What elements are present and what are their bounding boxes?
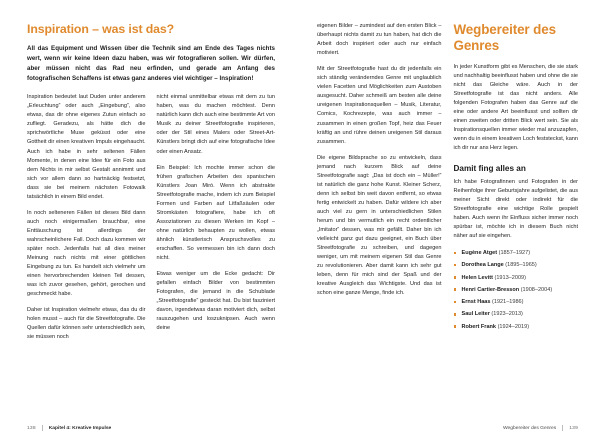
square-bullet-icon: [454, 264, 457, 267]
list-item: [454, 311, 579, 317]
page-number: 139: [569, 425, 578, 431]
footer-section-label: Wegbereiter des Genres: [503, 425, 557, 431]
page-number: 138: [27, 425, 36, 431]
pioneer-name: Dorothea Lange: [461, 262, 504, 269]
footer-left: [27, 425, 111, 431]
footer-chapter-label: Kapitel 4: Kreative Impulse: [48, 425, 112, 431]
paragraph: Etwas weniger um die Ecke gedacht: Dir gefallen einfach Bilder von bestimmten Fotografen, die jemand in die Schublade „Streetfotografie“ gesteckt hat. Du bist fasziniert davon, irgendetwas daran motiviert dich, selbst rauszugehen und loszuknipsen. Auch wenn deine: [156, 271, 275, 332]
pioneer-years: (1924–2019): [497, 323, 530, 330]
pioneer-name: Ernst Haas: [461, 299, 491, 306]
square-bullet-icon: [454, 288, 457, 291]
list-item: [454, 299, 579, 305]
footer-divider: [42, 425, 43, 431]
pioneer-years: (1923–2013): [491, 311, 523, 318]
paragraph: In noch selteneren Fällen ist dieses Bild dann auch noch einigermaßen brauchbar, eine Enttäuschung ist allerdings der wahrscheinlichere Fall. Doch dazu kommen wir später noch. Jedenfalls hat all dies meiner Meinung nach nichts mit einer göttlichen Eingebung zu tun. Es handelt sich vielmehr um einen hervorbrechenden kleinen Teil dessen, was ich zuvor gesehen, gehört, gerochen und geschmeckt habe.: [27, 209, 146, 298]
list-item: [454, 275, 579, 281]
pioneer-name: Saul Leiter: [461, 311, 490, 318]
section-title: Wegbereiter des Genres: [453, 22, 556, 53]
subsection-title: Damit fing alles an: [453, 163, 526, 173]
pioneer-years: (1913–2009): [494, 274, 526, 281]
left-page-columns: [27, 93, 275, 342]
page-right: [297, 0, 600, 445]
pioneers-list: [454, 250, 579, 330]
footer-right: [503, 425, 578, 431]
square-bullet-icon: [454, 301, 457, 304]
list-item: [454, 262, 579, 268]
list-item: [454, 250, 579, 256]
paragraph: Ein Beispiel: Ich mochte immer schon die frühen grafischen Arbeiten des spanischen Künstlers Joan Miró. Wenn ich abstrakte Streetfotografie mache, indem ich zum Beispiel Formen und Farben auf Litfaßsäulen oder Stromkästen fotografiere, habe ich oft Assoziationen zu diesen Werken im Kopf – ohne natürlich behaupten zu wollen, etwas ähnlich künstlerisch Anspruchsvolles zu erschaffen. So vermessen bin ich dann doch nicht.: [156, 164, 275, 262]
pioneer-years: (1857–1927): [498, 250, 531, 256]
pioneer-years: (1908–2004): [520, 286, 553, 293]
pioneer-name: Eugène Atget: [461, 250, 498, 256]
pioneer-years: (1895–1965): [505, 262, 537, 269]
pioneer-years: (1921–1986): [492, 299, 524, 306]
footer-divider: [562, 425, 563, 431]
left-column-1: [27, 93, 146, 342]
right-page-columns: [317, 0, 578, 445]
intro-paragraph: All das Equipment und Wissen über die Technik sind am Ende des Tages nichts wert, wenn wir keine Ideen dazu haben, was wir fotografieren sollen. Wir dürfen, aber müssen nicht das Rad neu erfinden, und gerade am Anfang des fotografischen Schaffens ist etwas ganz anderes viel wichtiger – Inspiration!: [27, 45, 275, 83]
list-item: [454, 324, 579, 330]
pioneer-name: Henri Cartier-Bresson: [461, 286, 520, 293]
list-item: [454, 287, 579, 293]
right-column-2: [454, 0, 579, 445]
page-title: Inspiration – was ist das?: [27, 22, 175, 36]
square-bullet-icon: [454, 252, 457, 255]
pioneer-name: Robert Frank: [461, 323, 497, 330]
paragraph: Ich habe Fotografinnen und Fotografen in der Reihenfolge ihrer Geburtsjahre aufgelistet, die aus meiner Sicht direkt oder indirekt für die Streetfotografie eine wichtige Rolle gespielt haben. Auch wenn ihr Einfluss sicher immer noch spürbar ist, möchte ich in diesem Buch nicht näher auf sie eingehen.: [453, 178, 578, 239]
paragraph: nicht einmal unmittelbar etwas mit dem zu tun haben, was du machen möchtest. Denn natürlich kann dich auch eine bestimmte Art von Musik zu deiner Streetfotografie inspirieren, oder der Stil eines Malers oder Street-Art-Künstlers bringt dich auf eine fotografische Idee oder einen Ansatz.: [156, 94, 275, 155]
right-column-1: [317, 0, 442, 445]
paragraph: Mit der Streetfotografie hast du dir jedenfalls ein sich ständig veränderndes Genre mit unglaublich vielen Facetten und Möglichkeiten zum Austoben ausgesucht. Daher schmeiß am besten alle deine ureigenen Inspirationsquellen – Musik, Literatur, Comics, Kochrezepte, was auch immer – zusammen in einen großen Topf, heiz das Feuer kräftig an und rühre deinen ureigenen Stil daraus zusammen.: [317, 66, 442, 145]
paragraph: Inspiration bedeutet laut Duden unter anderem „Erleuchtung“ oder auch „Eingebung“, also etwas, das dir ohne eigenes Zutun einfach so zufliegt. Geradezu, als hätte dich die sprichwörtliche Muse geküsst oder eine Gottheit dir einen kreativen Impuls eingehaucht. Auch ich habe in sehr seltenen Fällen Momente, in denen eine Idee für ein Foto aus dem Nichts in mir selbst Gestalt annimmt und sich vor allem dann so hartnäckig festsetzt, dass sie bei meinem nächsten Fotowalk tatsächlich in einem Bild endet.: [27, 94, 146, 200]
paragraph: Daher ist Inspiration vielmehr etwas, das du dir holen musst – auch für die Streetfotografie. Die Quellen dafür können sehr unterschiedlich sein, sie müssen noch: [27, 307, 146, 341]
pioneer-name: Helen Levitt: [461, 274, 493, 281]
paragraph: In jeder Kunstform gibt es Menschen, die sie stark und nachhaltig beeinflusst haben und ohne die sie nicht das Gleiche wäre. Auch in der Streetfotografie ist das nicht anders. Alle folgenden Fotografen haben das Genre auf die eine oder andere Art beeinflusst und sollten dir einen zweiten oder dritten Blick wert sein. Sie als Inspirationsquellen immer wieder mal anzuzapfen, wenn du in einem kreativen Loch feststeckst, kann ich dir nur ans Herz legen.: [453, 63, 578, 151]
square-bullet-icon: [454, 325, 457, 328]
paragraph: Die eigene Bildsprache so zu entwickeln, dass jemand nach kurzem Blick auf deine Streetfotografie sagt: „Das ist doch ein – Müller!“ ist natürlich die ganz hohe Kunst. Kleiner Scherz, denn ich selbst bin weit davon entfernt, so etwas fertig entwickelt zu haben. Dafür wildere ich aber auch viel zu gern in unterschiedlichen Stilen herum und bin vermutlich ein recht ordentlicher „Imitator“ dessen, was mir gefällt. Daher bin ich vielleicht ganz gut dazu geeignet, ein Buch über Streetfotografie zu schreiben, und dagegen weniger, um mit meinem eigenen Stil das Genre zu revolutionieren. Aber damit kann ich sehr gut leben, denn für mich sind der Spaß und der kreative Ausgleich das Wichtigste. Und das ist schon eine ganze Menge, finde ich.: [317, 154, 442, 297]
square-bullet-icon: [454, 276, 457, 279]
left-column-2: [157, 93, 276, 342]
page-left: [0, 0, 297, 445]
square-bullet-icon: [454, 313, 457, 316]
paragraph: eigenen Bilder – zumindest auf den ersten Blick – überhaupt nichts damit zu tun haben, hat dich die Arbeit doch inspiriert oder auch nur einfach motiviert.: [317, 23, 442, 57]
